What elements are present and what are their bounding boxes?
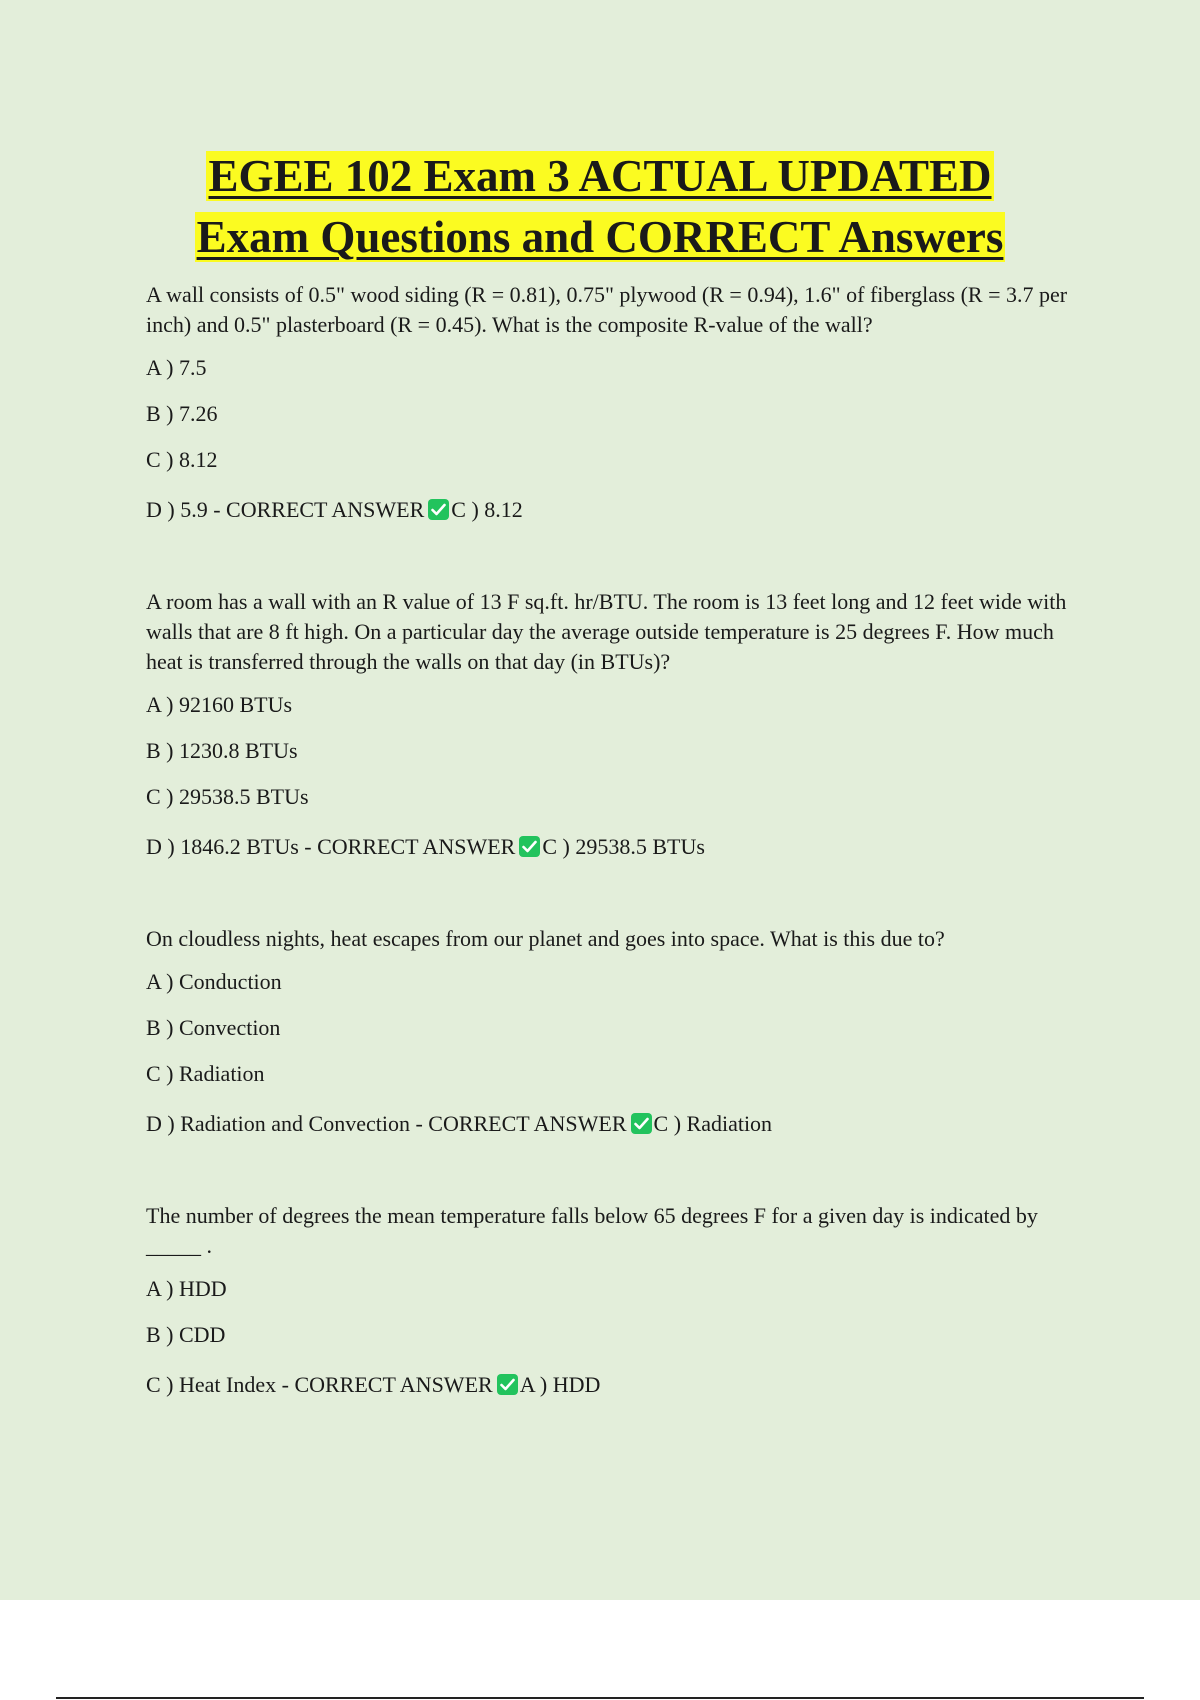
question-text: The number of degrees the mean temperature falls below 65 degrees F for a given day is indicated by _____ . bbox=[146, 1203, 1038, 1258]
question-block bbox=[146, 1201, 1096, 1400]
question-block bbox=[146, 280, 1096, 525]
option-b: B ) Convection bbox=[146, 1015, 281, 1040]
option-c-with-answer bbox=[146, 1370, 1096, 1400]
option-d: D ) Radiation and Convection - CORRECT ANSWER bbox=[146, 1111, 627, 1136]
check-mark-icon bbox=[519, 836, 540, 857]
check-mark-icon bbox=[631, 1113, 652, 1134]
option-d-with-answer bbox=[146, 495, 1096, 525]
option-a: A ) HDD bbox=[146, 1276, 227, 1301]
option-b: B ) 1230.8 BTUs bbox=[146, 738, 298, 763]
option-a: A ) 7.5 bbox=[146, 355, 207, 380]
option-a: A ) 92160 BTUs bbox=[146, 692, 293, 717]
option-b: B ) 7.26 bbox=[146, 401, 218, 426]
correct-answer: C ) 29538.5 BTUs bbox=[542, 834, 705, 859]
correct-answer: A ) HDD bbox=[519, 1372, 601, 1397]
check-mark-icon bbox=[497, 1374, 518, 1395]
check-mark-icon bbox=[428, 499, 449, 520]
option-c: C ) 8.12 bbox=[146, 447, 218, 472]
footer-divider bbox=[56, 1697, 1144, 1699]
option-a: A ) Conduction bbox=[146, 969, 282, 994]
title-line-1: EGEE 102 Exam 3 ACTUAL UPDATED bbox=[208, 151, 992, 201]
option-d-with-answer bbox=[146, 832, 1096, 862]
question-text: On cloudless nights, heat escapes from our planet and goes into space. What is this due to? bbox=[146, 926, 945, 951]
option-d-with-answer bbox=[146, 1109, 1096, 1139]
correct-answer: C ) Radiation bbox=[653, 1111, 773, 1136]
option-c: C ) Heat Index - CORRECT ANSWER bbox=[146, 1372, 493, 1397]
option-b: B ) CDD bbox=[146, 1322, 226, 1347]
question-block bbox=[146, 587, 1096, 862]
option-c: C ) 29538.5 BTUs bbox=[146, 784, 309, 809]
option-d: D ) 5.9 - CORRECT ANSWER bbox=[146, 497, 425, 522]
question-block bbox=[146, 924, 1096, 1139]
title-line-2: Exam Questions and CORRECT Answers bbox=[196, 212, 1004, 262]
question-text: A wall consists of 0.5" wood siding (R = 0.81), 0.75" plywood (R = 0.94), 1.6" of fiberglass (R = 3.7 per inch) and 0.5" plasterboard (R = 0.45). What is the composite R-value of the wall? bbox=[146, 282, 1068, 337]
question-list bbox=[146, 280, 1096, 1462]
option-d: D ) 1846.2 BTUs - CORRECT ANSWER bbox=[146, 834, 516, 859]
question-text: A room has a wall with an R value of 13 F sq.ft. hr/BTU. The room is 13 feet long and 12 feet wide with walls that are 8 ft high. On a particular day the average outside temperature is 25 degrees F. How much heat is transferred through the walls on that day (in BTUs)? bbox=[146, 589, 1067, 674]
document-title bbox=[0, 146, 1200, 268]
option-c: C ) Radiation bbox=[146, 1061, 265, 1086]
correct-answer: C ) 8.12 bbox=[451, 497, 523, 522]
